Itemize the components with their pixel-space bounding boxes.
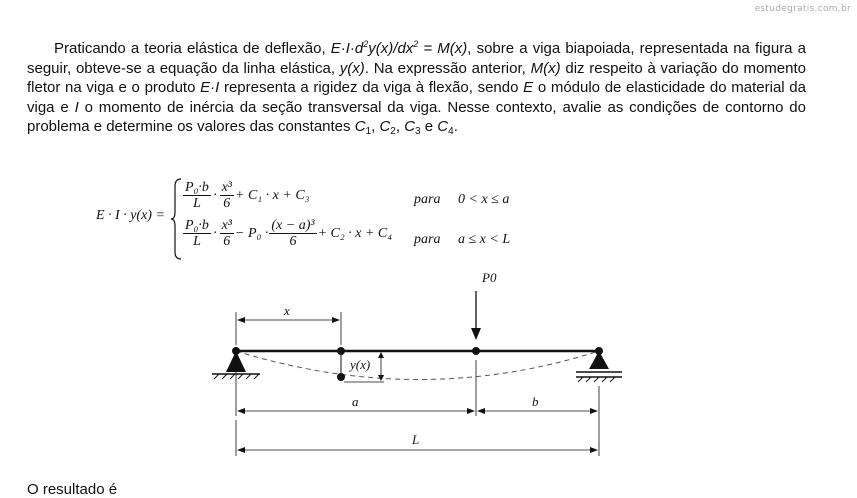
x-label: x (284, 303, 290, 318)
deflection-curve (236, 351, 599, 380)
yx-label: y(x) (350, 357, 371, 372)
result-prompt: O resultado é (27, 481, 118, 498)
watermark: estudegratis.com.br (754, 4, 851, 14)
a-label: a (352, 394, 359, 409)
load-label: P0 (482, 270, 497, 285)
b-label: b (532, 394, 539, 409)
load-node (472, 347, 480, 355)
question-paragraph: Praticando a teoria elástica de deflexão, $E\cdot I\cdot d^2y(x)/dx^2 = M(x)$, sobre a viga biapoiada, representada na figura a seguir, obteve-se a equação da linha elástica, y(x). Na expressão anterior, M(x) diz respeito à variação do momento fletor na viga e o produto E·I representa a rigidez da viga à flexão, sendo E o módulo de elasticidade do material da viga e I o momento de inércia da seção transversal da viga. Nesse contexto, avalie as condições de contorno do problema e determine os valores das constantes $C_1$, $C_2$, $C_3$ e $C_4$. (27, 39, 807, 138)
equation-row-2: $\frac{\text{P₀·b}}{L}$ · $\frac{\text{x³}}{6}$ − P₀ · $\frac{\text{(x − a)³}}{6}$ + C₂ · x + C₄ (185, 218, 393, 249)
L-label: L (412, 432, 420, 447)
equation-row-1: $\frac{\text{P₀·b}}{L}$ · $\frac{\text{x³}}{6}$ + C₁ · x + C₃ (185, 180, 310, 211)
left-node (232, 347, 240, 355)
condition-2: para a ≤ x < L (414, 232, 511, 247)
right-node (595, 347, 603, 355)
condition-1: para 0 < x ≤ a (414, 192, 510, 207)
equation-lhs: E · I · y(x) = (96, 208, 165, 223)
